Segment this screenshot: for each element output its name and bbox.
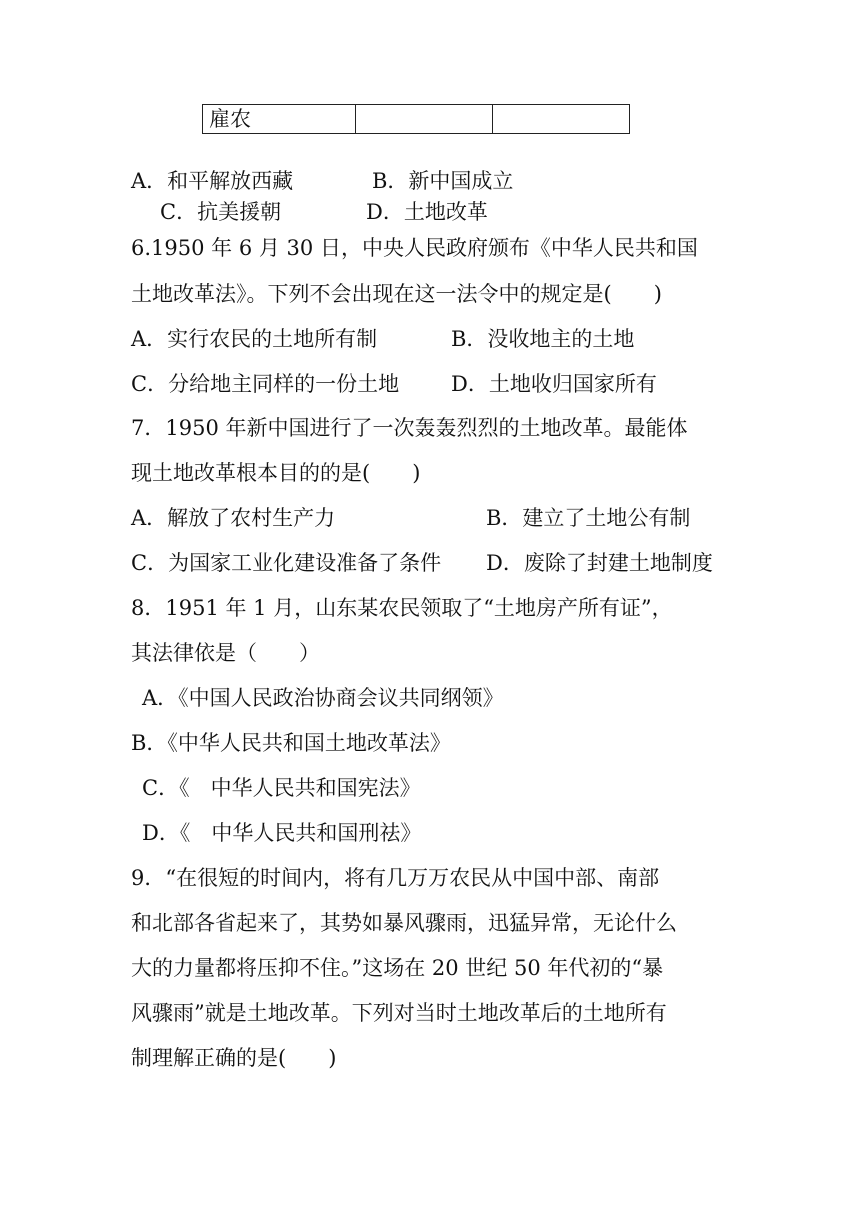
q8-option-b: B．《中华人民共和国土地改革法》 [131, 731, 451, 755]
classification-table [202, 104, 630, 134]
table-cell [493, 105, 630, 134]
q7-option-c: C．为国家工业化建设准备了条件 [131, 551, 442, 575]
q6-option-d: D．土地收归国家所有 [451, 372, 657, 396]
q6-option-a: A．实行农民的土地所有制 [131, 327, 378, 351]
q9-stem-line5: 制理解正确的是( ) [131, 1046, 337, 1070]
q8-stem-line2: 其法律依是（ ） [131, 641, 320, 665]
q9-stem-line4: 风骤雨”就是土地改革。下列对当时土地改革后的土地所有 [131, 1001, 667, 1025]
q7-option-a: A．解放了农村生产力 [131, 506, 336, 530]
q9-stem-line2: 和北部各省起来了，其势如暴风骤雨，迅猛异常，无论什么 [131, 911, 677, 935]
table-cell-label: 雇农 [203, 105, 356, 134]
q6-option-c: C．分给地主同样的一份土地 [131, 372, 400, 396]
q5-option-d: D．土地改革 [366, 200, 488, 224]
q7-option-d: D．废除了封建土地制度 [486, 551, 713, 575]
q7-stem-line2: 现土地改革根本目的的是( ) [131, 461, 421, 485]
q7-stem-line1: 7．1950 年新中国进行了一次轰轰烈烈的土地改革。最能体 [131, 416, 688, 440]
q9-stem-line1: 9．“在很短的时间内，将有几万万农民从中国中部、南部 [131, 866, 660, 890]
q8-option-c: C．《 中华人民共和国宪法》 [142, 776, 421, 800]
table-cell [356, 105, 493, 134]
q6-option-b: B．没收地主的土地 [451, 327, 635, 351]
q6-stem-line2: 土地改革法》。下列不会出现在这一法令中的规定是( ) [131, 282, 662, 306]
q5-option-a: A．和平解放西藏 [131, 169, 294, 193]
table-row [203, 105, 630, 134]
q8-option-d: D．《 中华人民共和国刑祛》 [142, 821, 422, 845]
q8-stem-line1: 8．1951 年 1 月，山东某农民领取了“土地房产所有证”， [131, 596, 673, 620]
q5-option-c: C．抗美援朝 [160, 200, 282, 224]
q8-option-a: A．《中国人民政治协商会议共同纲领》 [142, 686, 504, 710]
q7-option-b: B．建立了土地公有制 [486, 506, 691, 530]
q6-stem-line1: 6.1950 年 6 月 30 日，中央人民政府颁布《中华人民共和国 [131, 236, 698, 260]
q9-stem-line3: 大的力量都将压抑不住。”这场在 20 世纪 50 年代初的“暴 [131, 956, 664, 980]
q5-option-b: B．新中国成立 [372, 169, 514, 193]
